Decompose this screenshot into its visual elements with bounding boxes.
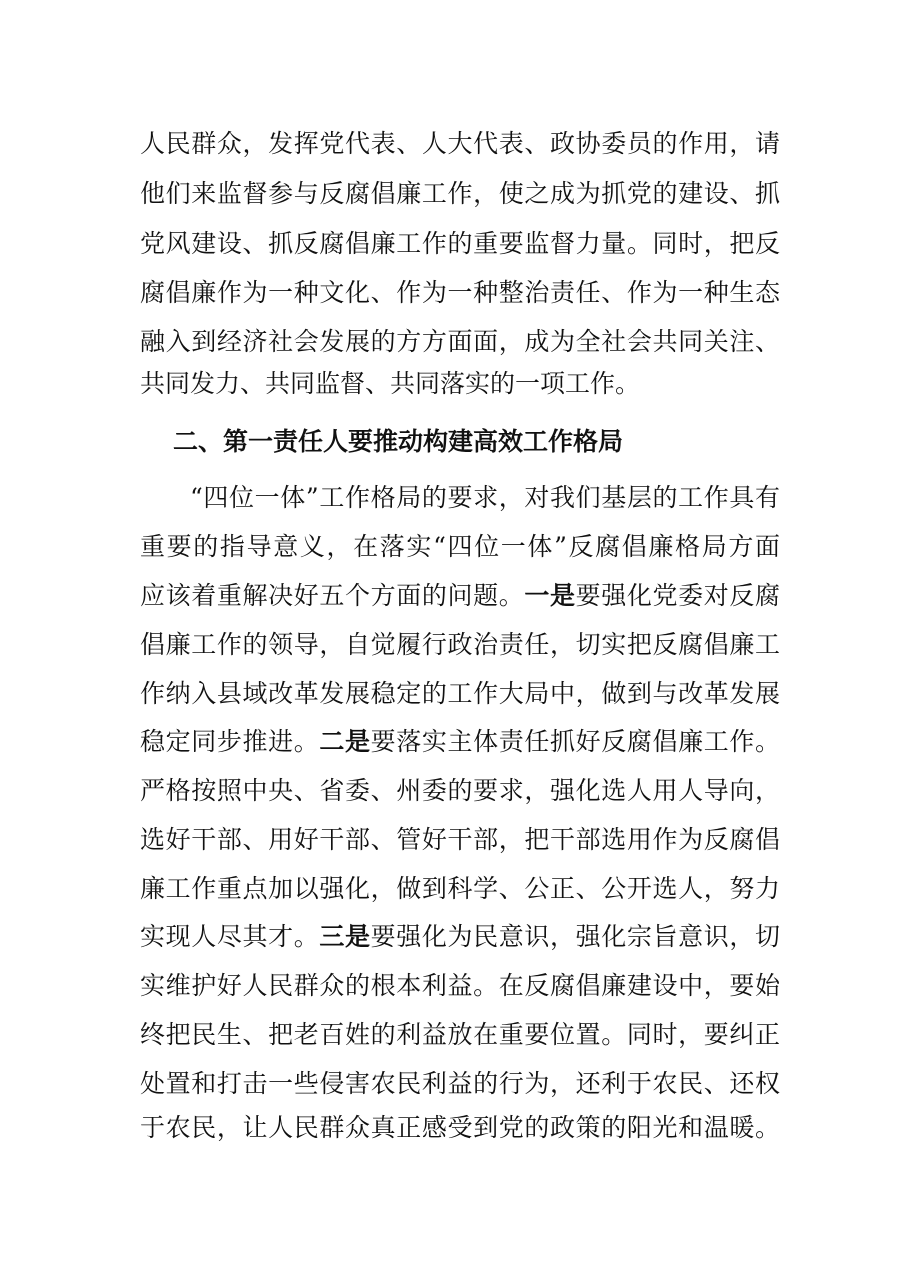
paragraph-line: “四位一体”工作格局的要求，对我们基层的工作具有 — [190, 483, 780, 512]
paragraph-line: 实维护好人民群众的根本利益。在反腐倡廉建设中，要始 — [140, 971, 780, 1000]
line-text: 实现人尽其才。 — [140, 922, 320, 951]
bold-marker-first: 一是 — [524, 581, 576, 610]
paragraph-line — [140, 917, 780, 957]
line-text: 要强化为民意识，强化宗旨意识，切 — [370, 922, 780, 951]
paragraph-line: 终把民生、把老百姓的利益放在重要位置。同时，要纠正 — [140, 1020, 780, 1049]
paragraph-line: 处置和打击一些侵害农民利益的行为，还利于农民、还权 — [140, 1069, 780, 1098]
paragraph-line: 重要的指导意义，在落实“四位一体”反腐倡廉格局方面 — [140, 532, 780, 561]
paragraph-line: 选好干部、用好干部、管好干部，把干部选用作为反腐倡 — [140, 825, 780, 854]
line-text: 应该着重解决好五个方面的问题。 — [140, 581, 525, 610]
line-text: 要强化党委对反腐 — [575, 581, 780, 610]
paragraph-line: 倡廉工作的领导，自觉履行政治责任，切实把反腐倡廉工 — [140, 630, 780, 659]
paragraph-line: 腐倡廉作为一种文化、作为一种整治责任、作为一种生态 — [140, 278, 780, 307]
paragraph-line: 融入到经济社会发展的方方面面，成为全社会共同关注、 — [140, 327, 780, 356]
paragraph-line: 党风建设、抓反腐倡廉工作的重要监督力量。同时，把反 — [140, 229, 780, 258]
paragraph-line — [140, 722, 780, 762]
paragraph-line: 共同发力、共同监督、共同落实的一项工作。 — [140, 369, 641, 398]
paragraph-line: 严格按照中央、省委、州委的要求，强化选人用人导向， — [140, 776, 780, 805]
line-text: 要落实主体责任抓好反腐倡廉工作。 — [370, 727, 780, 756]
paragraph-line — [140, 576, 780, 616]
line-text: 稳定同步推进。 — [140, 727, 320, 756]
bold-marker-second: 二是 — [319, 727, 371, 756]
bold-marker-third: 三是 — [319, 922, 371, 951]
section-heading: 二、第一责任人要推动构建高效工作格局 — [173, 427, 624, 456]
paragraph-line: 作纳入县域改革发展稳定的工作大局中，做到与改革发展 — [140, 679, 780, 708]
paragraph-line: 于农民，让人民群众真正感受到党的政策的阳光和温暖。 — [140, 1113, 780, 1142]
paragraph-line: 他们来监督参与反腐倡廉工作，使之成为抓党的建设、抓 — [140, 179, 780, 208]
paragraph-line: 廉工作重点加以强化，做到科学、公正、公开选人，努力 — [140, 874, 780, 903]
paragraph-line: 人民群众，发挥党代表、人大代表、政协委员的作用，请 — [140, 129, 780, 158]
